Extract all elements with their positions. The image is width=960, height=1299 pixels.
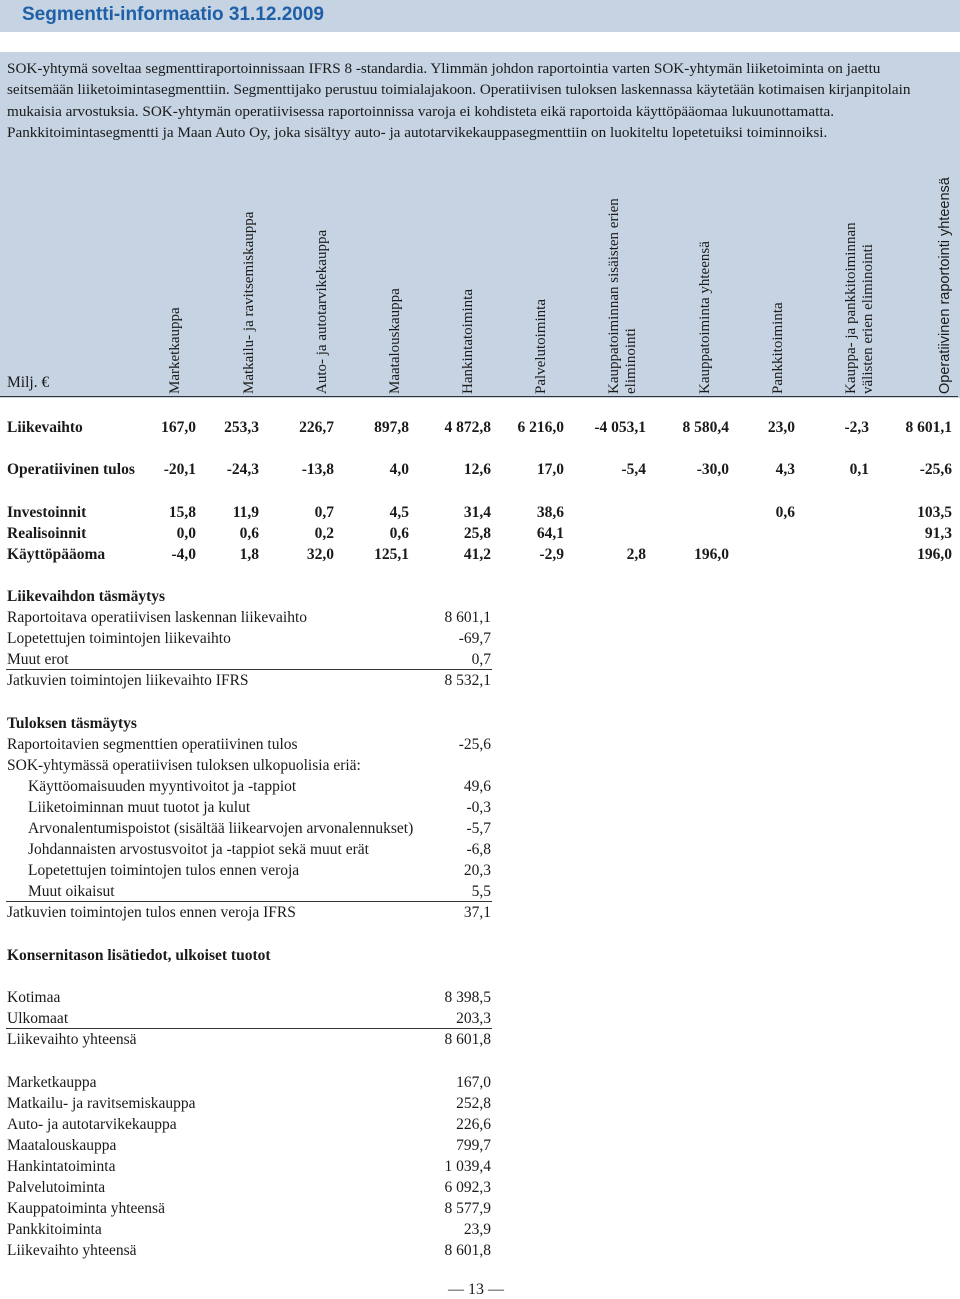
list-item xyxy=(0,607,500,628)
sum-underline xyxy=(6,669,492,670)
item-label: Auto- ja autotarvikekauppa xyxy=(7,1116,177,1133)
item-label: Jatkuvien toimintojen tulos ennen veroja IFRS xyxy=(7,904,296,921)
item-value: -25,6 xyxy=(458,736,491,753)
table-cell: 0,6 xyxy=(389,525,409,542)
table-cell: -13,8 xyxy=(301,461,334,478)
row-label: Investoinnit xyxy=(7,504,87,521)
table-cell: 226,7 xyxy=(299,419,334,436)
item-value: 226,6 xyxy=(456,1116,491,1133)
item-label: Kauppatoiminta yhteensä xyxy=(7,1200,165,1217)
table-row xyxy=(0,459,960,480)
list-item xyxy=(0,1219,500,1240)
column-header-marketkauppa: Marketkauppa xyxy=(167,307,183,394)
item-value: 203,3 xyxy=(456,1010,491,1027)
table-cell: 31,4 xyxy=(463,504,491,521)
item-label: SOK-yhtymässä operatiivisen tuloksen ulkopuolisia eriä: xyxy=(7,757,361,774)
list-item xyxy=(0,839,500,860)
item-value: 6 092,3 xyxy=(444,1179,491,1196)
row-label: Liikevaihto xyxy=(7,419,83,436)
table-row xyxy=(0,523,960,544)
item-label: Kotimaa xyxy=(7,989,61,1006)
list-item xyxy=(0,1029,500,1050)
table-cell: -30,0 xyxy=(696,461,729,478)
item-label: Käyttöomaisuuden myyntivoitot ja -tappiot xyxy=(28,778,297,795)
table-row xyxy=(0,502,960,523)
list-item xyxy=(0,818,500,839)
list-item xyxy=(0,881,500,902)
item-label: Raportoitava operatiivisen laskennan liikevaihto xyxy=(7,609,308,626)
list-item xyxy=(0,1198,500,1219)
list-item xyxy=(0,734,500,755)
table-cell: 253,3 xyxy=(224,419,259,436)
table-cell: 103,5 xyxy=(917,504,952,521)
table-cell: 11,9 xyxy=(232,504,259,521)
table-cell: -4 053,1 xyxy=(594,419,646,436)
item-value: 0,7 xyxy=(471,651,491,668)
item-label: Raportoitavien segmenttien operatiivinen tulos xyxy=(7,736,298,753)
table-cell: -2,9 xyxy=(539,546,564,563)
list-item xyxy=(0,649,500,670)
table-cell: 0,2 xyxy=(314,525,334,542)
table-cell: 167,0 xyxy=(161,419,196,436)
column-header-kauppatoiminta-yhteensa: Kauppatoiminta yhteensä xyxy=(697,241,713,394)
item-label: Marketkauppa xyxy=(7,1074,97,1091)
row-label: Operatiivinen tulos xyxy=(7,461,135,478)
table-cell: -5,4 xyxy=(621,461,646,478)
table-row xyxy=(0,544,960,565)
table-cell: 8 601,1 xyxy=(905,419,952,436)
table-cell: 0,1 xyxy=(849,461,869,478)
table-cell: 0,6 xyxy=(239,525,259,542)
list-item xyxy=(0,1008,500,1029)
header-rule xyxy=(0,396,958,397)
column-header-auto: Auto- ja autotarvikekauppa xyxy=(314,229,330,394)
table-cell: 12,6 xyxy=(463,461,491,478)
list-item xyxy=(0,987,500,1008)
item-value: 49,6 xyxy=(463,778,491,795)
table-cell: 0,6 xyxy=(775,504,795,521)
table-cell: 64,1 xyxy=(536,525,564,542)
item-label: Arvonalentumispoistot (sisältää liikearvojen arvonalennukset) xyxy=(28,820,414,837)
table-cell: 4,0 xyxy=(389,461,409,478)
item-value: 8 398,5 xyxy=(444,989,491,1006)
item-label: Lopetettujen toimintojen tulos ennen veroja xyxy=(28,862,300,879)
section-heading: Konsernitason lisätiedot, ulkoiset tuotot xyxy=(7,947,271,964)
item-value: 8 601,1 xyxy=(444,609,491,626)
item-label: Hankintatoiminta xyxy=(7,1158,116,1175)
list-item xyxy=(0,628,500,649)
item-label: Liikevaihto yhteensä xyxy=(7,1242,137,1259)
list-item xyxy=(0,776,500,797)
group-info-heading xyxy=(0,945,500,966)
column-header-pankkitoiminta: Pankkitoiminta xyxy=(770,302,786,394)
row-label: Käyttöpääoma xyxy=(7,546,106,563)
list-item xyxy=(0,902,500,923)
sum-underline xyxy=(6,1028,492,1029)
table-cell: 2,8 xyxy=(626,546,646,563)
item-label: Pankkitoiminta xyxy=(7,1221,102,1238)
table-cell: 91,3 xyxy=(924,525,952,542)
item-label: Liiketoiminnan muut tuotot ja kulut xyxy=(28,799,251,816)
table-cell: 897,8 xyxy=(374,419,409,436)
table-cell: 0,7 xyxy=(314,504,334,521)
column-header-hankinta: Hankintatoiminta xyxy=(460,289,476,394)
list-item xyxy=(0,755,500,776)
item-value: 167,0 xyxy=(456,1074,491,1091)
recon-result-heading xyxy=(0,713,500,734)
item-value: -0,3 xyxy=(466,799,491,816)
item-label: Liikevaihto yhteensä xyxy=(7,1031,137,1048)
item-value: 37,1 xyxy=(463,904,491,921)
item-value: -69,7 xyxy=(458,630,491,647)
page-number: — 13 — xyxy=(448,1281,504,1298)
list-item xyxy=(0,1156,500,1177)
column-header-maatalous: Maatalouskauppa xyxy=(387,288,403,394)
column-header-palvelu: Palvelutoiminta xyxy=(533,299,549,394)
table-cell: 196,0 xyxy=(694,546,729,563)
list-item xyxy=(0,797,500,818)
table-row xyxy=(0,417,960,438)
item-value: 23,9 xyxy=(463,1221,491,1238)
list-item xyxy=(0,670,500,691)
unit-label: Milj. € xyxy=(7,374,50,391)
item-value: 799,7 xyxy=(456,1137,491,1154)
table-cell: 15,8 xyxy=(168,504,196,521)
table-cell: 25,8 xyxy=(463,525,491,542)
table-cell: -20,1 xyxy=(163,461,196,478)
list-item xyxy=(0,860,500,881)
section-heading: Tuloksen täsmäytys xyxy=(7,715,137,732)
column-header-matkailu: Matkailu- ja ravitsemiskauppa xyxy=(241,211,257,394)
item-value: -5,7 xyxy=(466,820,491,837)
list-item xyxy=(0,1240,500,1261)
section-heading: Liikevaihdon täsmäytys xyxy=(7,588,166,605)
row-label: Realisoinnit xyxy=(7,525,87,542)
item-label: Johdannaisten arvostusvoitot ja -tappiot sekä muut erät xyxy=(28,841,369,858)
table-cell: 196,0 xyxy=(917,546,952,563)
table-cell: -24,3 xyxy=(226,461,259,478)
column-header-operatiivinen-yhteensa: Operatiivinen raportointi yhteensä xyxy=(937,177,953,394)
item-label: Lopetettujen toimintojen liikevaihto xyxy=(7,630,231,647)
sum-underline xyxy=(6,901,492,902)
column-header-kauppa-pankki-eliminointi: Kauppa- ja pankkitoiminnan välisten erien eliminointi xyxy=(843,222,876,394)
table-cell: 125,1 xyxy=(374,546,409,563)
item-value: 8 601,8 xyxy=(444,1242,491,1259)
item-label: Muut erot xyxy=(7,651,69,668)
table-cell: 4,5 xyxy=(389,504,409,521)
table-cell: 1,8 xyxy=(239,546,259,563)
page-title: Segmentti-informaatio 31.12.2009 xyxy=(22,4,324,25)
table-cell: 4,3 xyxy=(775,461,795,478)
item-value: 8 601,8 xyxy=(444,1031,491,1048)
table-cell: 4 872,8 xyxy=(444,419,491,436)
table-cell: 23,0 xyxy=(767,419,795,436)
table-cell: 17,0 xyxy=(536,461,564,478)
item-label: Muut oikaisut xyxy=(28,883,115,900)
table-cell: -2,3 xyxy=(844,419,869,436)
table-cell: -25,6 xyxy=(919,461,952,478)
table-cell: 32,0 xyxy=(306,546,334,563)
table-cell: 38,6 xyxy=(536,504,564,521)
table-cell: 41,2 xyxy=(463,546,491,563)
item-value: 20,3 xyxy=(463,862,491,879)
column-header-sisaiset-eliminointi: Kauppatoiminnan sisäisten erien eliminointi xyxy=(606,198,639,394)
item-label: Matkailu- ja ravitsemiskauppa xyxy=(7,1095,196,1112)
item-value: 5,5 xyxy=(471,883,491,900)
list-item xyxy=(0,1072,500,1093)
list-item xyxy=(0,1135,500,1156)
list-item xyxy=(0,1177,500,1198)
item-value: 252,8 xyxy=(456,1095,491,1112)
table-cell: 6 216,0 xyxy=(517,419,564,436)
item-value: -6,8 xyxy=(466,841,491,858)
item-label: Maatalouskauppa xyxy=(7,1137,117,1154)
table-cell: -4,0 xyxy=(171,546,196,563)
list-item xyxy=(0,1093,500,1114)
item-label: Ulkomaat xyxy=(7,1010,69,1027)
table-cell: 8 580,4 xyxy=(682,419,729,436)
list-item xyxy=(0,1114,500,1135)
item-value: 8 577,9 xyxy=(444,1200,491,1217)
intro-text: SOK-yhtymä soveltaa segmenttiraportoinnissaan IFRS 8 -standardia. Ylimmän johdon raportointia varten SOK-yhtymän liiketoiminta on jaettu seitsemään liiketoimintasegmenttiin. Segmenttijako perustuu toimialajakoon. Operatiivisen tuloksen laskennassa käytetään kotimaisen kirjanpitolain mukaisia arvostuksia. SOK-yhtymän operatiivisessa raportoinnissa varoja ei kohdisteta eikä raportoida käyttöpääomaa lukuunottamatta. Pankkitoimintasegmentti ja Maan Auto Oy, joka sisältyy auto- ja autotarvikekauppasegmenttiin on luokiteltu lopetetuiksi toiminnoiksi. xyxy=(7,60,911,142)
item-label: Palvelutoiminta xyxy=(7,1179,106,1196)
recon-revenue-heading xyxy=(0,586,500,607)
item-value: 8 532,1 xyxy=(444,672,491,689)
item-value: 1 039,4 xyxy=(444,1158,491,1175)
item-label: Jatkuvien toimintojen liikevaihto IFRS xyxy=(7,672,249,689)
table-cell: 0,0 xyxy=(176,525,196,542)
